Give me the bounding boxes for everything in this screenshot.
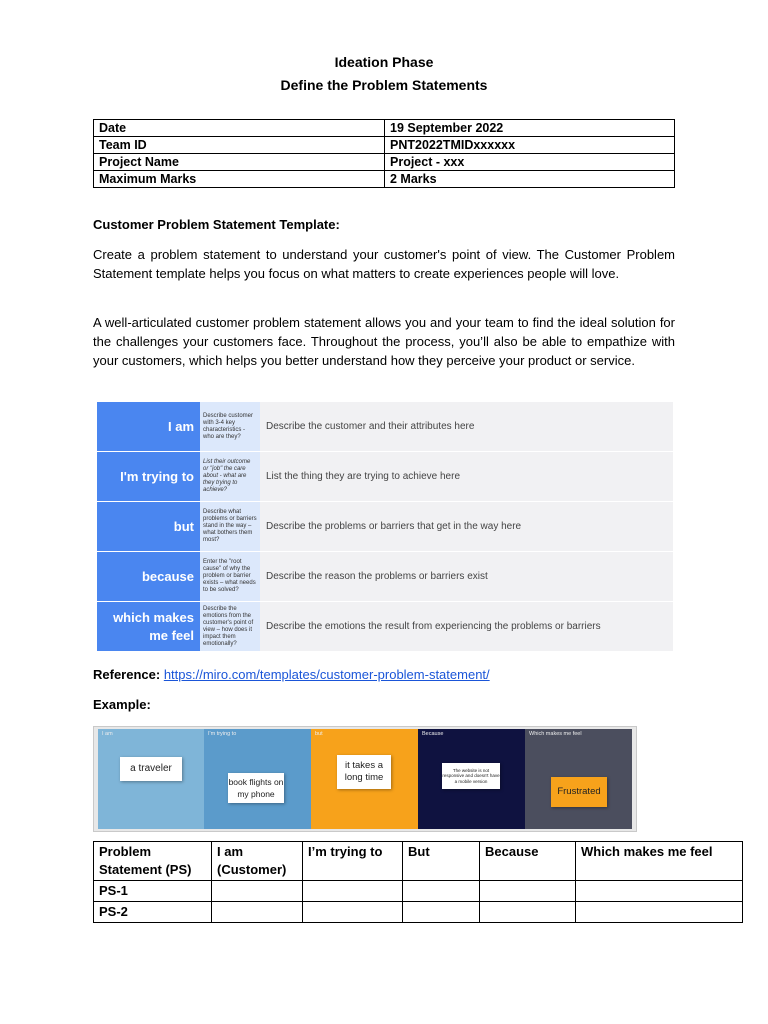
column-header: I am (Customer) — [212, 842, 303, 881]
template-row-label: which makes me feel — [97, 602, 200, 652]
template-row-hint: Describe what problems or barriers stand in the way – what bothers them most? — [200, 502, 260, 552]
intro-paragraph: Create a problem statement to understand your customer's point of view. The Customer Problem Statement template helps you focus on what matters to create experiences people will love. — [93, 247, 675, 281]
template-row-label: I'm trying to — [97, 452, 200, 502]
template-row-description: List the thing they are trying to achieve here — [260, 452, 673, 502]
table-row — [94, 137, 675, 154]
project-info-table — [93, 119, 675, 188]
template-row-description: Describe the reason the problems or barriers exist — [260, 552, 673, 602]
template-row-hint: List their outcome or "job" the care about - what are they trying to achieve? — [200, 452, 260, 502]
template-row-description: Describe the problems or barriers that get in the way here — [260, 502, 673, 552]
example-column-label: I'm trying to — [208, 731, 237, 737]
page-subtitle: Define the Problem Statements — [280, 77, 488, 93]
template-row-description: Describe the customer and their attributes here — [260, 402, 673, 452]
column-header: Which makes me feel — [576, 842, 743, 881]
template-row-trying-to — [97, 452, 673, 502]
table-row — [94, 154, 675, 171]
page-title: Ideation Phase — [334, 54, 434, 70]
team-id-label: Team ID — [94, 137, 385, 154]
template-row-because — [97, 552, 673, 602]
example-column-label: Because — [422, 731, 444, 737]
table-cell[interactable] — [212, 881, 303, 902]
example-sticky-note: Frustrated — [551, 777, 607, 807]
table-cell[interactable] — [576, 881, 743, 902]
column-header: I’m trying to — [303, 842, 403, 881]
table-cell: PS-2 — [94, 902, 212, 923]
example-sticky-note: it takes a long time — [337, 755, 391, 789]
example-column-label: but — [315, 731, 323, 737]
table-row — [94, 902, 743, 923]
reference-line — [93, 667, 490, 682]
column-header: Because — [480, 842, 576, 881]
template-row-hint: Describe the emotions from the customer's point of view – how does it impact them emotionally? — [200, 602, 260, 652]
table-cell[interactable] — [303, 902, 403, 923]
maximum-marks-label: Maximum Marks — [94, 171, 385, 188]
table-cell[interactable] — [480, 881, 576, 902]
column-header: But — [403, 842, 480, 881]
example-column-because — [418, 729, 525, 829]
template-row-description: Describe the emotions the result from experiencing the problems or barriers — [260, 602, 673, 652]
table-cell[interactable] — [212, 902, 303, 923]
example-column-label: Which makes me feel — [529, 731, 582, 737]
problem-statement-template — [97, 402, 673, 652]
section-heading: Customer Problem Statement Template: — [93, 217, 340, 232]
example-sticky-note: a traveler — [120, 757, 182, 781]
table-cell: PS-1 — [94, 881, 212, 902]
example-column-label: I am — [102, 731, 113, 737]
maximum-marks-value: 2 Marks — [385, 171, 675, 188]
reference-link[interactable]: https://miro.com/templates/customer-problem-statement/ — [163, 667, 490, 682]
project-name-value: Project - xxx — [385, 154, 675, 171]
table-header-row — [94, 842, 743, 881]
problem-statement-table — [93, 841, 743, 923]
team-id-value: PNT2022TMIDxxxxxx — [385, 137, 675, 154]
template-row-label: because — [97, 552, 200, 602]
table-row — [94, 881, 743, 902]
table-cell[interactable] — [403, 881, 480, 902]
table-row — [94, 171, 675, 188]
date-value: 19 September 2022 — [385, 120, 675, 137]
example-heading: Example: — [93, 697, 151, 712]
table-cell[interactable] — [403, 902, 480, 923]
example-column-i-am — [98, 729, 204, 829]
details-paragraph: A well-articulated customer problem statement allows you and your team to find the ideal solution for the challenges your customers face. Throughout the process, you’ll also be able to empathize with your customers, which helps you better understand how they perceive your product or service. — [93, 315, 675, 368]
template-row-label: but — [97, 502, 200, 552]
table-row — [94, 120, 675, 137]
template-row-label: I am — [97, 402, 200, 452]
example-sticky-note: The website is not responsive and doesn't have a mobile version — [442, 763, 500, 789]
example-sticky-note: book flights on my phone — [228, 773, 284, 803]
example-column-but — [311, 729, 418, 829]
template-row-but — [97, 502, 673, 552]
example-column-trying-to — [204, 729, 311, 829]
project-name-label: Project Name — [94, 154, 385, 171]
date-label: Date — [94, 120, 385, 137]
template-row-i-am — [97, 402, 673, 452]
table-cell[interactable] — [303, 881, 403, 902]
template-row-hint: Enter the "root cause" of why the problem or barrier exists – what needs to be solved? — [200, 552, 260, 602]
template-row-hint: Describe customer with 3-4 key characteristics - who are they? — [200, 402, 260, 452]
table-cell[interactable] — [480, 902, 576, 923]
column-header: Problem Statement (PS) — [94, 842, 212, 881]
table-cell[interactable] — [576, 902, 743, 923]
reference-label: Reference: — [93, 667, 164, 682]
example-board — [93, 726, 637, 832]
template-row-feel — [97, 602, 673, 652]
example-column-feel — [525, 729, 632, 829]
